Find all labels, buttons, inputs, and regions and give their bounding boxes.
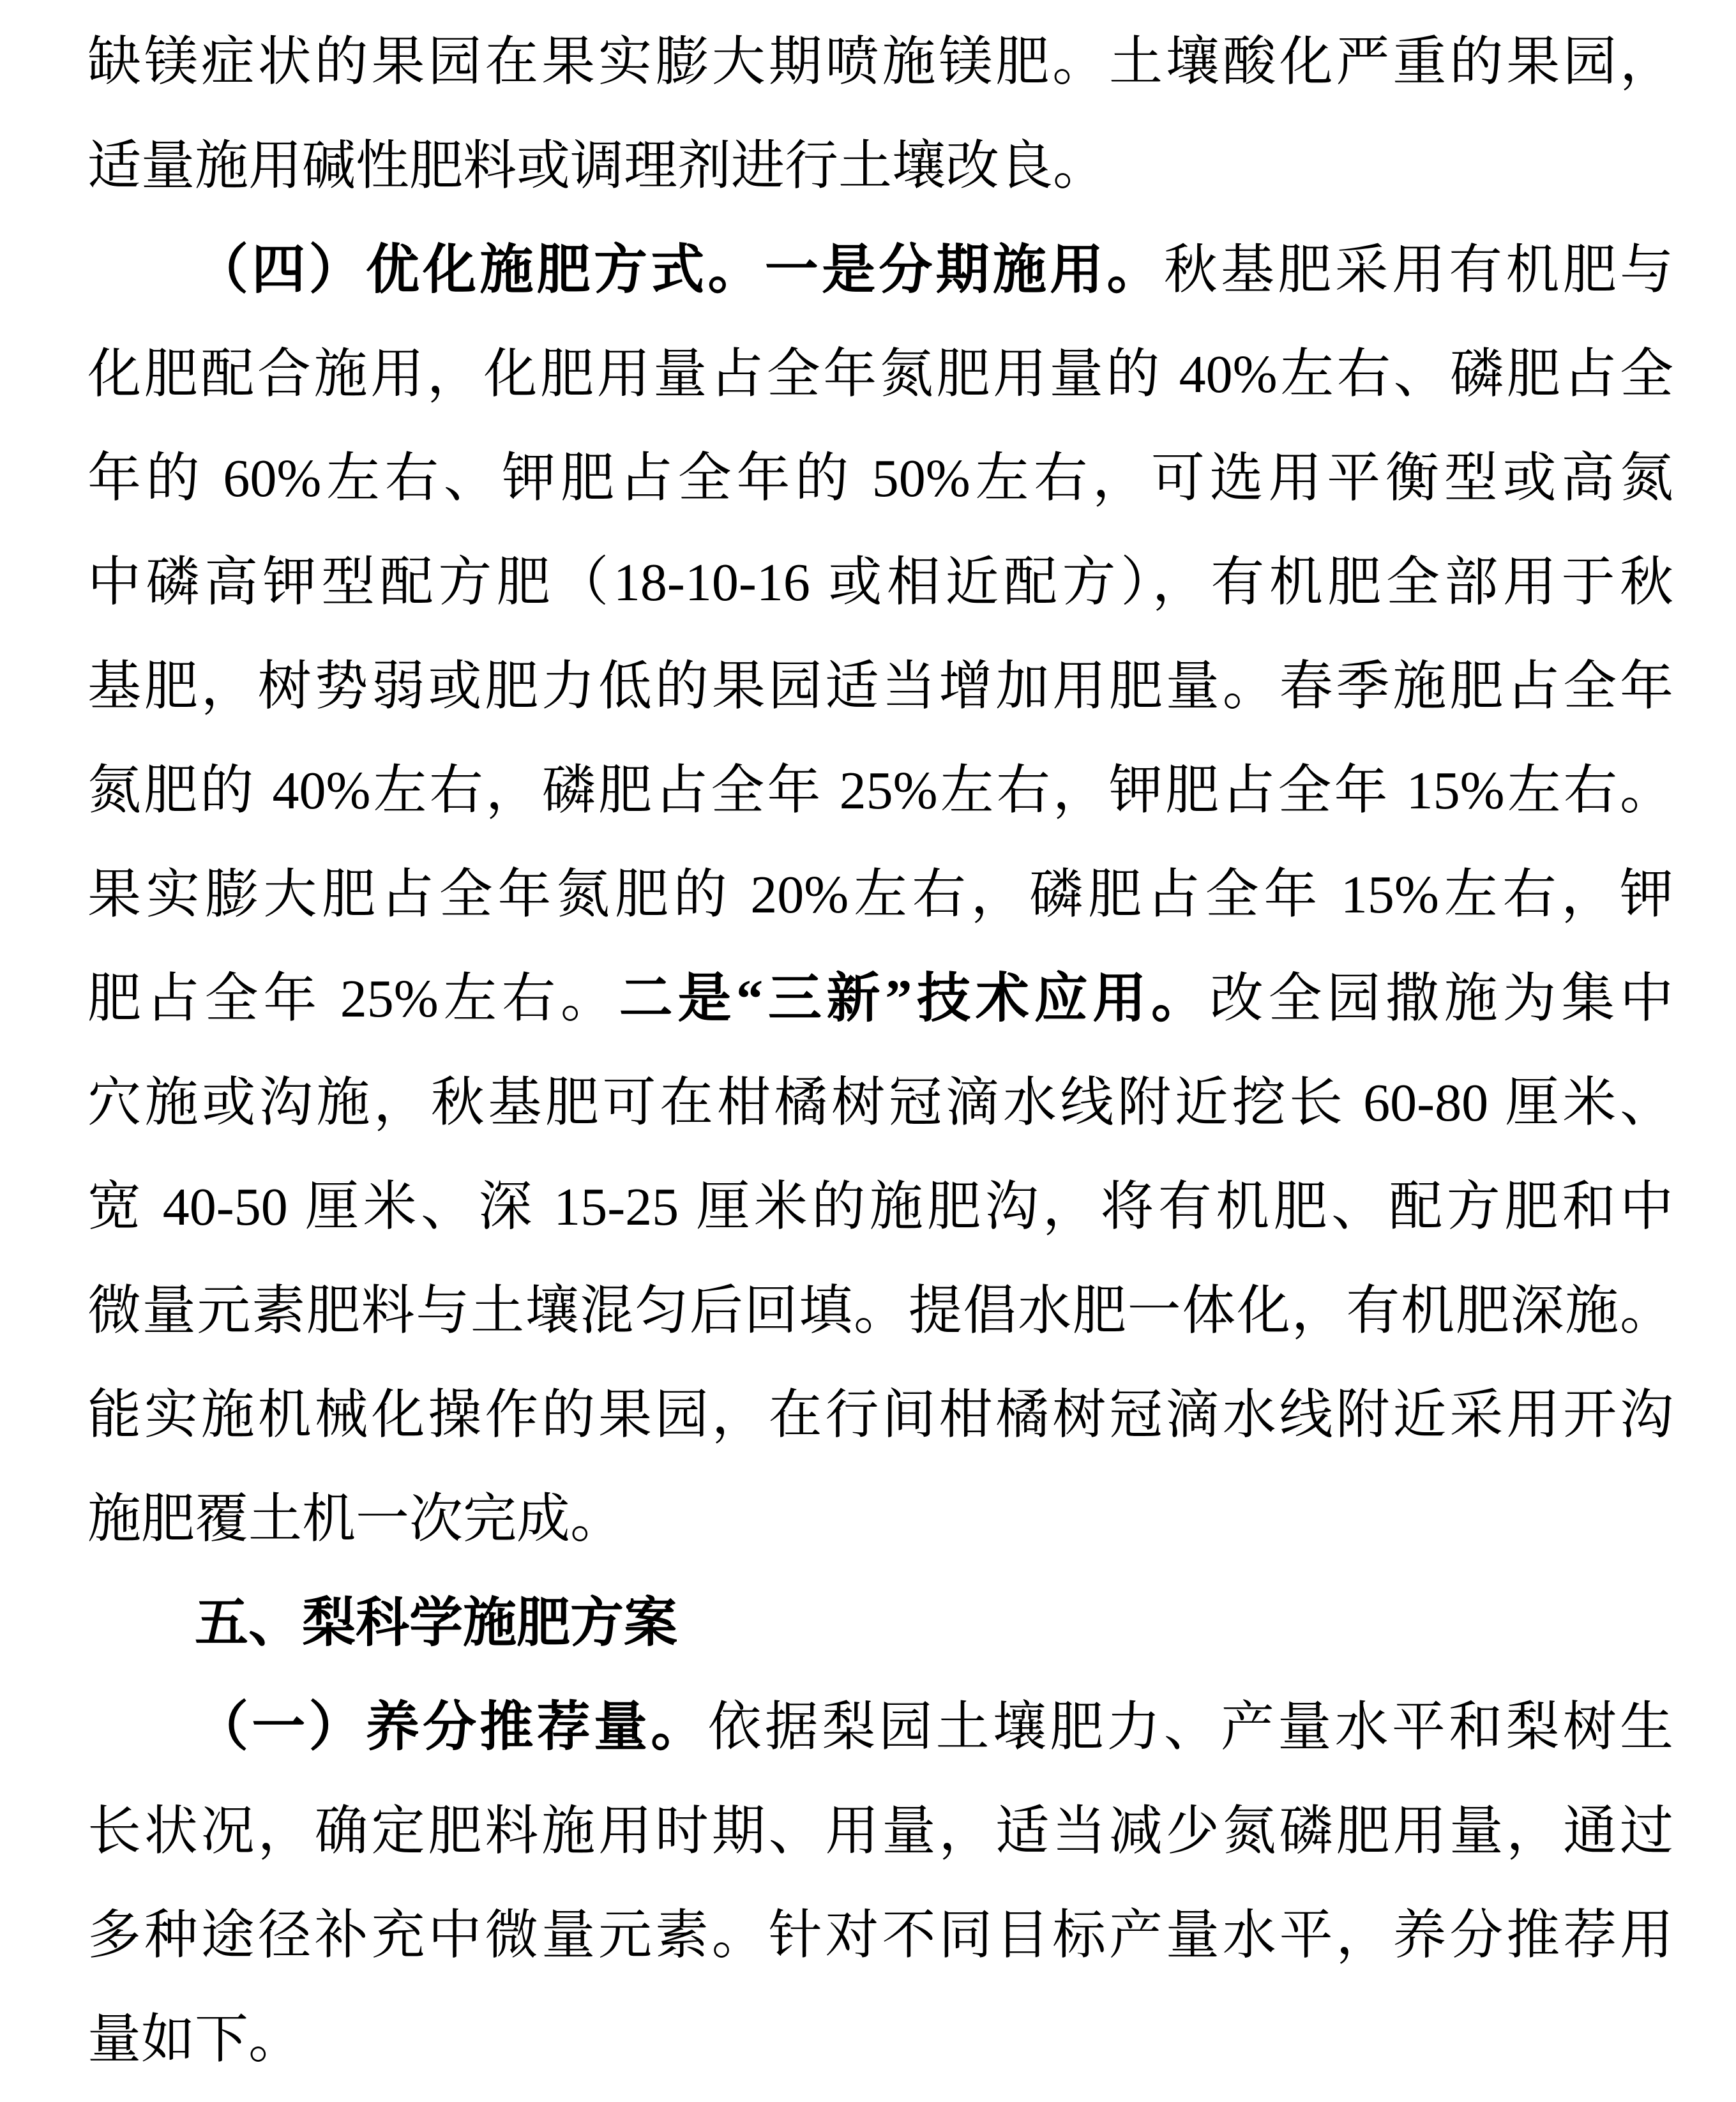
body-text: 果实膨大肥占全年氮肥的 20%左右，磷肥占全年 15%左右，钾 — [87, 865, 1673, 925]
text-line — [87, 531, 1673, 635]
text-line — [87, 1155, 1673, 1259]
body-text: 宽 40-50 厘米、深 15-25 厘米的施肥沟，将有机肥、配方肥和中 — [87, 1177, 1673, 1237]
text-line — [87, 1363, 1673, 1467]
body-text: 中磷高钾型配方肥（18-10-16 或相近配方），有机肥全部用于秋 — [87, 553, 1673, 612]
body-text: 化肥配合施用，化肥用量占全年氮肥用量的 40%左右、磷肥占全 — [87, 345, 1673, 404]
emphasis-text: 五、梨科学施肥方案 — [195, 1594, 678, 1653]
text-line — [87, 1988, 1673, 2092]
text-line — [87, 1780, 1673, 1884]
text-line — [87, 1884, 1673, 1988]
text-line — [87, 322, 1673, 427]
text-line — [87, 947, 1673, 1051]
body-text: 施肥覆土机一次完成。 — [87, 1490, 624, 1549]
text-line — [87, 1259, 1673, 1363]
section-heading — [87, 1571, 1673, 1675]
body-text: 量如下。 — [87, 2010, 303, 2069]
body-text: 适量施用碱性肥料或调理剂进行土壤改良。 — [87, 137, 1107, 196]
body-text: 穴施或沟施，秋基肥可在柑橘树冠滴水线附近挖长 60-80 厘米、 — [87, 1073, 1673, 1133]
body-text: 长状况，确定肥料施用时期、用量，适当减少氮磷肥用量，通过 — [87, 1802, 1673, 1861]
emphasis-text: 二是“三新”技术应用。 — [619, 969, 1210, 1029]
text-line — [87, 114, 1673, 218]
text-line — [87, 739, 1673, 843]
body-text: 基肥，树势弱或肥力低的果园适当增加用肥量。春季施肥占全年 — [87, 657, 1673, 716]
text-line — [87, 843, 1673, 947]
body-text: 秋基肥采用有机肥与 — [1163, 241, 1673, 300]
body-text: 多种途径补充中微量元素。针对不同目标产量水平，养分推荐用 — [87, 1906, 1673, 1965]
text-line — [87, 10, 1673, 114]
body-text: 微量元素肥料与土壤混匀后回填。提倡水肥一体化，有机肥深施。 — [87, 1282, 1673, 1341]
body-text: 氮肥的 40%左右，磷肥占全年 25%左右，钾肥占全年 15%左右。 — [87, 761, 1673, 820]
body-text: 肥占全年 25%左右。 — [87, 969, 619, 1029]
emphasis-text: （一）养分推荐量。 — [195, 1698, 708, 1757]
text-line — [87, 427, 1673, 531]
text-line — [87, 1467, 1673, 1571]
body-text: 改全园撒施为集中 — [1209, 969, 1673, 1029]
emphasis-text: （四）优化施肥方式。一是分期施用。 — [195, 241, 1164, 300]
text-line — [87, 218, 1673, 322]
body-text: 年的 60%左右、钾肥占全年的 50%左右，可选用平衡型或高氮 — [87, 449, 1673, 508]
body-text: 缺镁症状的果园在果实膨大期喷施镁肥。土壤酸化严重的果园， — [87, 33, 1673, 92]
document-body — [87, 10, 1673, 2092]
text-line — [87, 1051, 1673, 1155]
body-text: 能实施机械化操作的果园，在行间柑橘树冠滴水线附近采用开沟 — [87, 1386, 1673, 1445]
text-line — [87, 635, 1673, 739]
text-line — [87, 1675, 1673, 1780]
body-text: 依据梨园土壤肥力、产量水平和梨树生 — [707, 1698, 1673, 1757]
